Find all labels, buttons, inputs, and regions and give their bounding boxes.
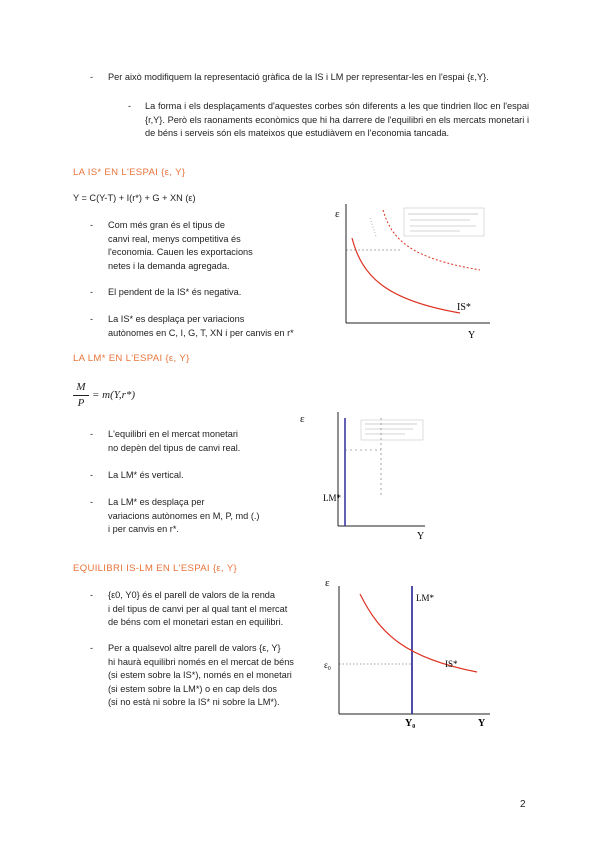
bullet-dash: -: [90, 287, 94, 297]
intro-bullet-2: La forma i els desplaçaments d'aquestes corbes són diferents a les que tindrien lloc en l'espai {r,Y}. Però els raonaments econòmics que hi ha darrere de l'equilibri en els mercats monetari i de béns i serveis són els mateixos que estudiàvem en l'economia tancada.: [145, 101, 529, 139]
is-curve-label: IS*: [457, 302, 471, 313]
bullet-dash: -: [90, 72, 94, 82]
is-curve-shifted: [383, 210, 480, 270]
lm-bullet-3: La LM* es desplaça per variacions autònomes en M, P, md (.) i per canvis en r*.: [108, 497, 260, 535]
y-axis-label: ε: [335, 208, 340, 220]
annotation-box: [361, 420, 423, 440]
section-heading-lm: LA LM* EN L'ESPAI {ε, Y}: [73, 353, 190, 364]
is-bullet-2: El pendent de la IS* és negativa.: [108, 287, 242, 297]
bullet-dash: -: [90, 470, 94, 480]
is-equation: Y = C(Y-T) + I(r*) + G + XN (ε): [73, 193, 196, 203]
lm-curve-label: LM*: [323, 493, 341, 503]
bullet-dash: -: [128, 101, 132, 111]
x-axis-label: Y: [417, 531, 425, 540]
bullet-dash: -: [90, 429, 94, 439]
section-heading-equilibrium: EQUILIBRI IS-LM EN L'ESPAI {ε, Y}: [73, 563, 238, 574]
equilibrium-y-label: Y₀: [405, 718, 416, 729]
eq-bullet-2: Per a qualsevol altre parell de valors {ε, Y} hi haurà equilibri només en el mercat de béns (si estem sobre la IS*), només en el monetari (si estem sobre la LM*) o en cap dels dos (si no està ni sobre la IS* ni sobre la LM*).: [108, 643, 294, 708]
lm-chart: [295, 398, 435, 540]
annotation-box: [404, 208, 484, 236]
is-bullet-1: Com més gran és el tipus de canvi real, menys competitiva és l'economia. Cauen les exportacions netes i la demanda agregada.: [108, 220, 253, 271]
y-axis-label: ε: [300, 413, 305, 425]
equilibrium-chart: [320, 572, 500, 730]
bullet-dash: -: [90, 497, 94, 507]
bullet-dash: -: [90, 590, 94, 600]
bullet-dash: -: [90, 220, 94, 230]
x-axis-label: Y: [468, 330, 476, 341]
equilibrium-epsilon-label: ε₀: [324, 660, 331, 670]
x-axis-label: Y: [478, 718, 486, 729]
bullet-dash: -: [90, 314, 94, 324]
is-curve-label: IS*: [445, 659, 458, 669]
intro-bullet-1: Per això modifiquem la representació gràfica de la IS i LM per representar-les en l'espai {ε,Y}.: [108, 72, 489, 82]
lm-bullet-1: L'equilibri en el mercat monetari no depèn del tipus de canvi real.: [108, 429, 241, 453]
lm-bullet-2: La LM* és vertical.: [108, 470, 184, 480]
is-bullet-3: La IS* es desplaça per variacions autònomes en C, I, G, T, XN i per canvis en r*: [108, 314, 294, 338]
section-heading-is: LA IS* EN L'ESPAI {ε, Y}: [73, 167, 186, 178]
is-curve: [352, 238, 460, 313]
eq-bullet-1: {ε0, Y0} és el parell de valors de la renda i del tipus de canvi per al qual tant el mercat de béns com el monetari estan en equilibri.: [108, 590, 288, 628]
lm-curve-label: LM*: [416, 593, 434, 603]
is-curve: [360, 594, 477, 672]
bullet-dash: -: [90, 643, 94, 653]
guide-line: [370, 218, 376, 236]
y-axis-label: ε: [325, 577, 330, 589]
is-chart: [330, 198, 500, 343]
page-number: 2: [520, 799, 526, 810]
